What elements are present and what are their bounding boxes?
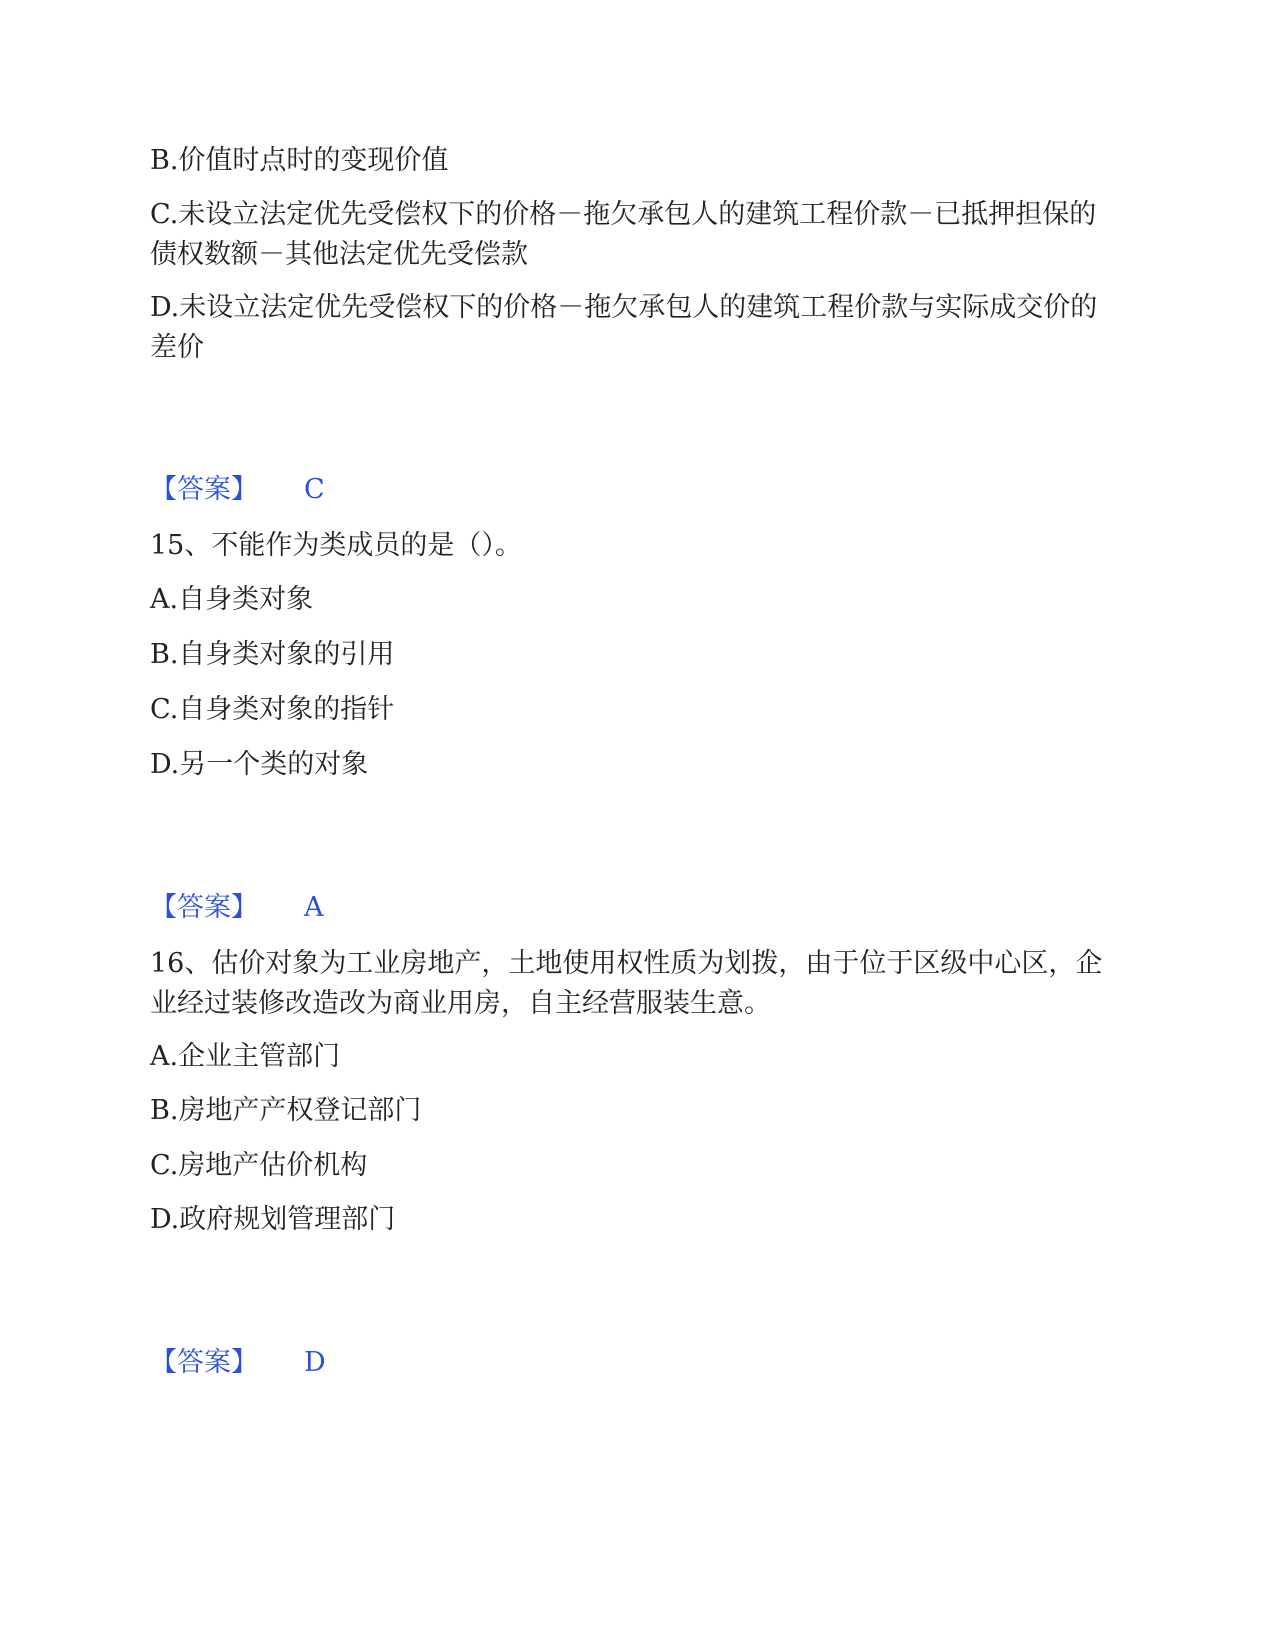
q15-answer xyxy=(150,888,324,928)
q14-option-d: D.未设立法定优先受偿权下的价格－拖欠承包人的建筑工程价款与实际成交价的差价 xyxy=(150,292,1098,363)
q16-option-c: C.房地产估价机构 xyxy=(150,1150,368,1181)
q15-answer-value: A xyxy=(304,892,324,923)
q15-option-a: A.自身类对象 xyxy=(150,584,314,615)
q16-option-d: D.政府规划管理部门 xyxy=(150,1204,396,1235)
q14-answer-label: 【答案】 xyxy=(150,474,258,505)
q16-question: 16、估价对象为工业房地产，土地使用权性质为划拨，由于位于区级中心区，企业经过装修改造改为商业用房，自主经营服装生意。 xyxy=(150,948,1103,1019)
q16-answer xyxy=(150,1343,326,1383)
q16-option-b: B.房地产产权登记部门 xyxy=(150,1095,422,1126)
q16-answer-value: D xyxy=(304,1347,326,1378)
q15-answer-label: 【答案】 xyxy=(150,892,258,923)
q15-option-d: D.另一个类的对象 xyxy=(150,749,369,780)
q16-answer-label: 【答案】 xyxy=(150,1347,258,1378)
q14-option-c: C.未设立法定优先受偿权下的价格－拖欠承包人的建筑工程价款－已抵押担保的债权数额－其他法定优先受偿款 xyxy=(150,199,1097,270)
q14-answer-value: C xyxy=(304,474,325,505)
q16-option-a: A.企业主管部门 xyxy=(150,1041,341,1072)
q15-option-b: B.自身类对象的引用 xyxy=(150,639,395,670)
q14-answer xyxy=(150,470,325,510)
q14-option-b: B.价值时点时的变现价值 xyxy=(150,145,449,176)
q15-option-c: C.自身类对象的指针 xyxy=(150,694,395,725)
q15-question: 15、不能作为类成员的是（）。 xyxy=(150,530,522,561)
